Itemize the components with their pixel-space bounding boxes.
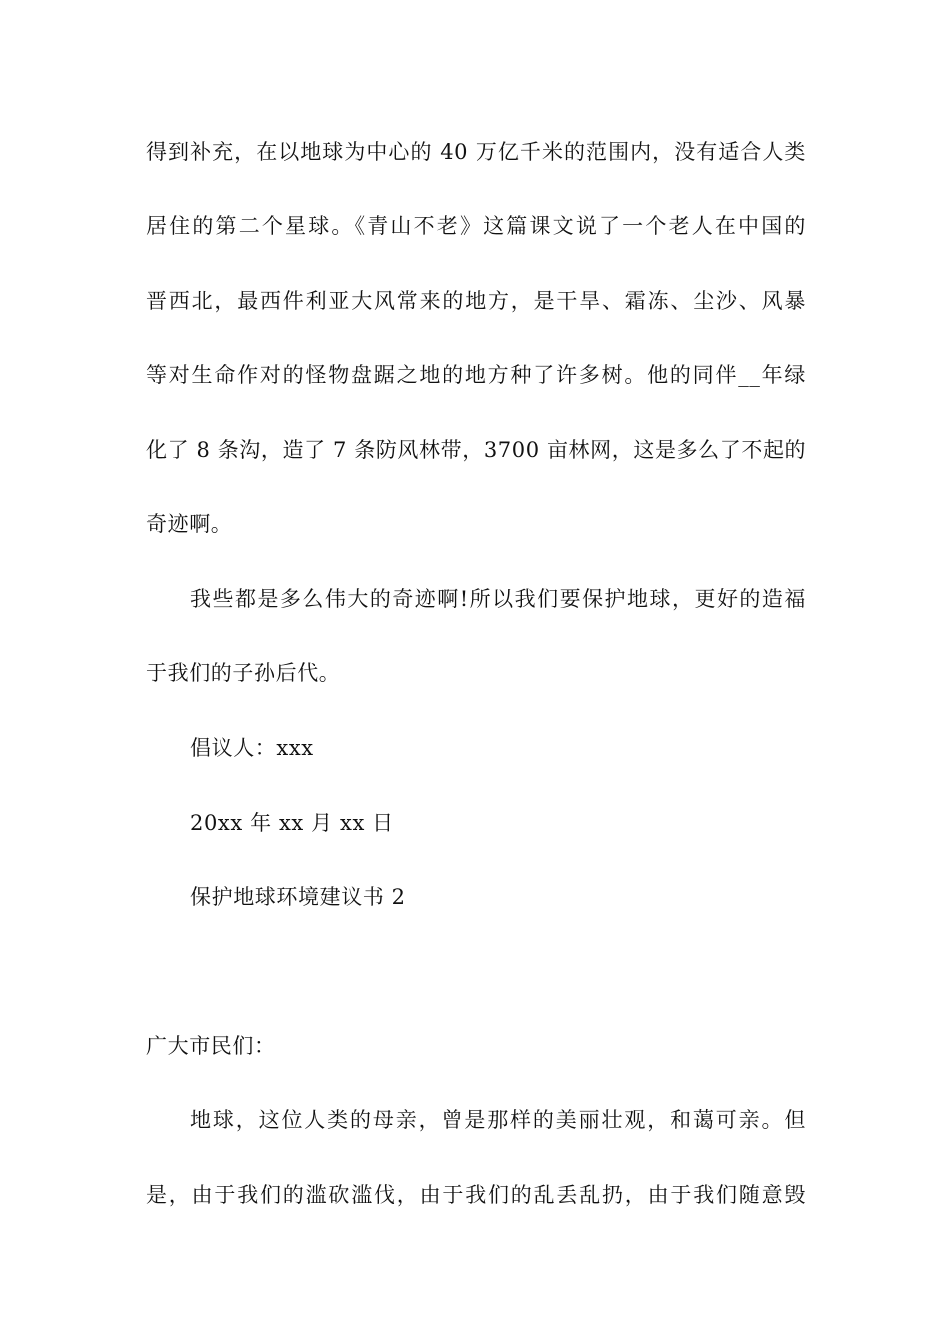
paragraph-line: 化了 8 条沟，造了 7 条防风林带，3700 亩林网，这是多么了不起的 (146, 438, 807, 462)
section-title: 保护地球环境建议书 2 (190, 885, 406, 909)
paragraph-line: 于我们的子孙后代。 (146, 661, 341, 685)
paragraph-line: 晋西北，最西件利亚大风常来的地方，是干旱、霜冻、尘沙、风暴 (146, 289, 806, 313)
paragraph-line: 居住的第二个星球。《青山不老》这篇课文说了一个老人在中国的 (146, 214, 806, 238)
paragraph-line: 是，由于我们的滥砍滥伐，由于我们的乱丢乱扔，由于我们随意毁 (146, 1183, 806, 1207)
date-line: 20xx 年 xx 月 xx 日 (190, 811, 394, 835)
paragraph-line: 地球，这位人类的母亲，曾是那样的美丽壮观，和蔼可亲。但 (190, 1108, 806, 1132)
paragraph-line: 奇迹啊。 (146, 512, 233, 536)
paragraph-line: 等对生命作对的怪物盘踞之地的地方种了许多树。他的同伴__年绿 (146, 363, 806, 387)
signatory-line: 倡议人：xxx (190, 736, 314, 760)
salutation: 广大市民们： (146, 1034, 276, 1058)
paragraph-line: 我些都是多么伟大的奇迹啊!所以我们要保护地球，更好的造福 (190, 587, 806, 611)
paragraph-line: 得到补充，在以地球为中心的 40 万亿千米的范围内，没有适合人类 (146, 140, 806, 164)
